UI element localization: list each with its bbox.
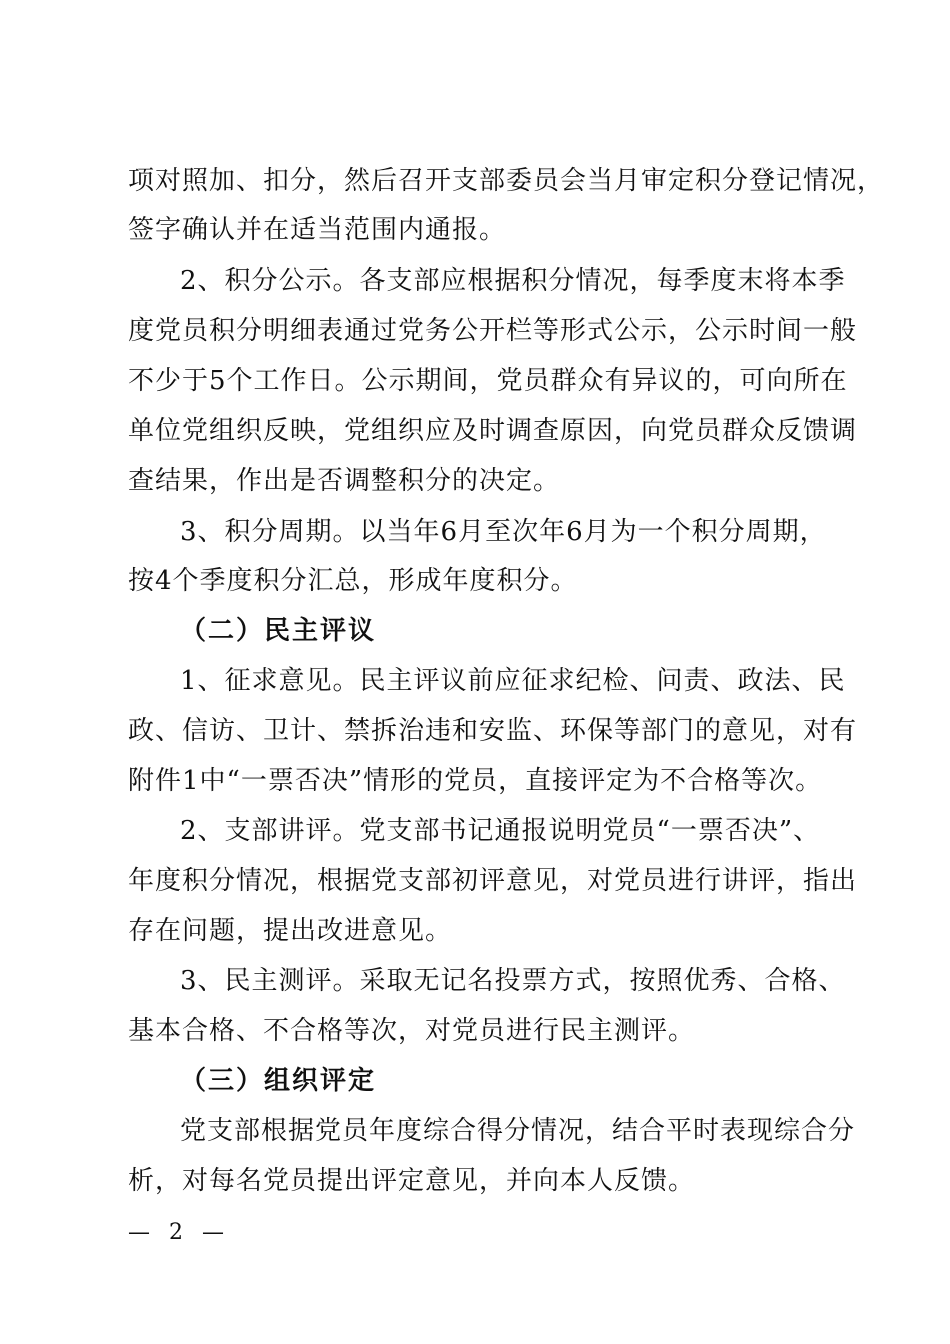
- paragraph-line: 按4个季度积分汇总，形成年度积分。: [128, 566, 578, 596]
- paragraph-line: 2、支部讲评。党支部书记通报说明党员“一票否决”、: [180, 816, 821, 846]
- paragraph-line: 基本合格、不合格等次，对党员进行民主测评。: [128, 1016, 696, 1046]
- paragraph-line: 年度积分情况，根据党支部初评意见，对党员进行讲评，指出: [128, 866, 858, 896]
- paragraph-line: 项对照加、扣分，然后召开支部委员会当月审定积分登记情况，: [128, 166, 885, 196]
- paragraph-line: 存在问题，提出改进意见。: [128, 916, 453, 946]
- paragraph-line: 附件1中“一票否决”情形的党员，直接评定为不合格等次。: [128, 766, 823, 796]
- paragraph-line: 析，对每名党员提出评定意见，并向本人反馈。: [128, 1166, 696, 1196]
- paragraph-line: 单位党组织反映，党组织应及时调查原因，向党员群众反馈调: [128, 416, 858, 446]
- paragraph-line: 3、积分周期。以当年6月至次年6月为一个积分周期，: [180, 517, 827, 547]
- paragraph-line: 1、征求意见。民主评议前应征求纪检、问责、政法、民: [180, 666, 846, 696]
- paragraph-line: 党支部根据党员年度综合得分情况，结合平时表现综合分: [180, 1116, 856, 1146]
- paragraph-line: 2、积分公示。各支部应根据积分情况，每季度末将本季: [180, 266, 846, 296]
- paragraph-line: 度党员积分明细表通过党务公开栏等形式公示，公示时间一般: [128, 316, 858, 346]
- paragraph-line: 3、民主测评。采取无记名投票方式，按照优秀、合格、: [180, 966, 846, 996]
- paragraph-line: 查结果，作出是否调整积分的决定。: [128, 466, 561, 496]
- section-heading: （二）民主评议: [180, 616, 377, 646]
- page-number: — 2 —: [128, 1220, 230, 1245]
- paragraph-line: 签字确认并在适当范围内通报。: [128, 215, 507, 245]
- section-heading: （三）组织评定: [180, 1066, 377, 1096]
- paragraph-line: 不少于5个工作日。公示期间，党员群众有异议的，可向所在: [128, 366, 848, 396]
- paragraph-line: 政、信访、卫计、禁拆治违和安监、环保等部门的意见，对有: [128, 716, 858, 746]
